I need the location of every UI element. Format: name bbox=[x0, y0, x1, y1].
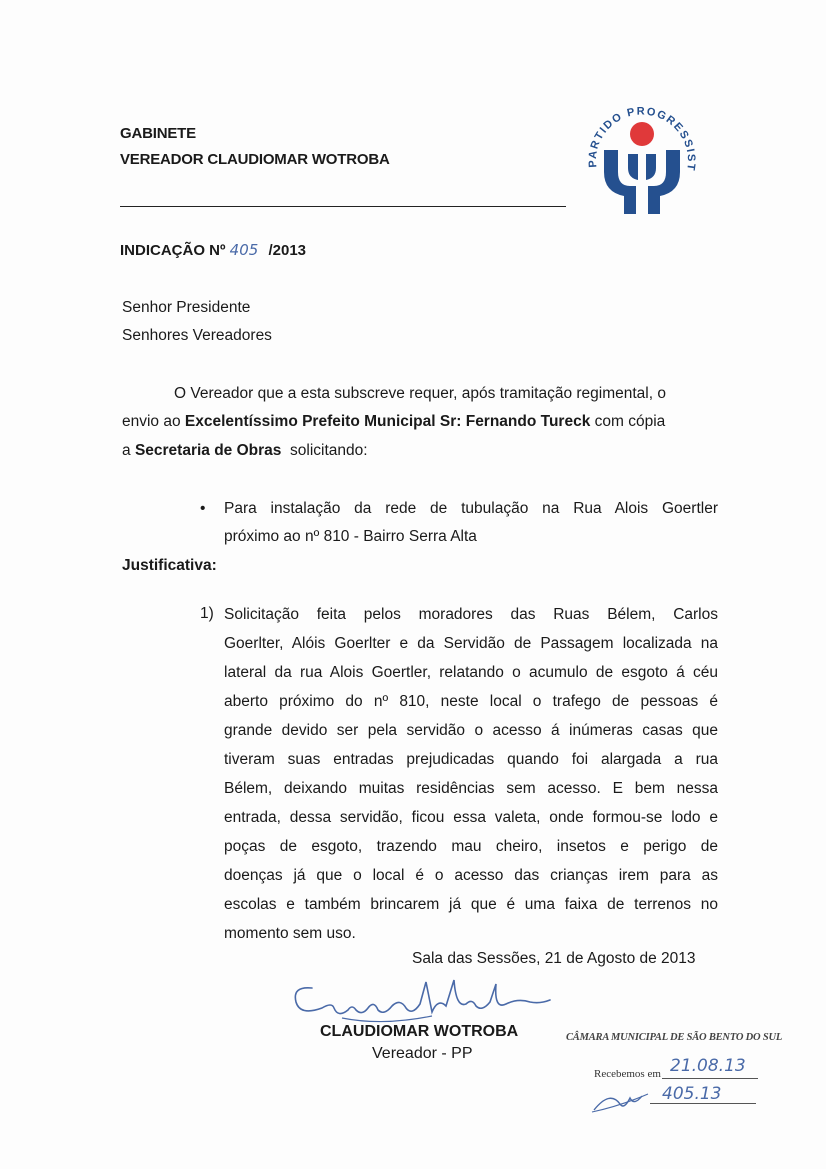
header-gabinete: GABINETE bbox=[120, 125, 196, 142]
signature-name: CLAUDIOMAR WOTROBA bbox=[320, 1023, 519, 1040]
justificativa-line: aberto próximo do nº 810, neste local o trafego de pessoas é bbox=[224, 693, 718, 710]
stamp-date-line bbox=[662, 1078, 758, 1079]
partido-progressista-logo bbox=[578, 92, 706, 220]
logo-text: PARTIDO PROGRESSIST bbox=[586, 105, 698, 172]
place-date: Sala das Sessões, 21 de Agosto de 2013 bbox=[412, 950, 696, 967]
bullet-line-2: próximo ao nº 810 - Bairro Serra Alta bbox=[224, 528, 477, 545]
body-line-1: O Vereador que a esta subscreve requer, após tramitação regimental, o bbox=[174, 385, 666, 402]
justificativa-line: Goerlter, Alóis Goerlter e da Servidão de Passagem localizada na bbox=[224, 635, 718, 652]
justificativa-text bbox=[224, 600, 718, 948]
stamp-initials bbox=[590, 1086, 650, 1116]
indicacao-number: 405 bbox=[229, 241, 259, 259]
justificativa-line: entrada, dessa servidão, ficou essa valeta, onde formou-se lodo e bbox=[224, 809, 718, 826]
justificativa-line: Bélem, deixando muitas residências sem acesso. E bem nessa bbox=[224, 780, 718, 797]
justificativa-line: escolas e também brincarem já que é uma faixa de terrenos no bbox=[224, 896, 718, 913]
stamp-title: CÂMARA MUNICIPAL DE SÃO BENTO DO SUL bbox=[566, 1032, 783, 1043]
body-line-2-bold: Excelentíssimo Prefeito Municipal Sr: Fernando Tureck bbox=[184, 413, 591, 430]
header-rule bbox=[120, 206, 566, 207]
justificativa-line: Solicitação feita pelos moradores das Ruas Bélem, Carlos bbox=[224, 606, 718, 623]
justificativa-line: doenças já que o local é o acesso das crianças irem para as bbox=[224, 867, 718, 884]
indicacao-year: /2013 bbox=[268, 242, 307, 259]
body-line-2-start: envio ao bbox=[122, 413, 185, 430]
stamp-received-label: Recebemos em bbox=[594, 1068, 661, 1080]
body-line-3-bold: Secretaria de Obras bbox=[134, 442, 282, 459]
salutation-presidente: Senhor Presidente bbox=[122, 299, 251, 316]
logo-red-dot bbox=[630, 122, 654, 146]
justificativa-line: grande devido ser pela servidão o acesso á inúmeras casas que bbox=[224, 722, 718, 739]
stamp-received-date: 21.08.13 bbox=[670, 1056, 746, 1076]
justificativa-marker: 1) bbox=[200, 605, 214, 622]
justificativa-line: poças de esgoto, trazendo mau cheiro, insetos e perigo de bbox=[224, 838, 718, 855]
bullet-dot: • bbox=[200, 500, 206, 517]
signature-role: Vereador - PP bbox=[372, 1045, 473, 1062]
bullet-line-1: Para instalação da rede de tubulação na Rua Alois Goertler bbox=[224, 500, 718, 517]
body-line-3 bbox=[122, 437, 368, 465]
indicacao-prefix: INDICAÇÃO Nº bbox=[120, 242, 226, 259]
justificativa-heading: Justificativa: bbox=[122, 557, 217, 574]
body-line-2 bbox=[122, 408, 722, 436]
body-line-2-end: com cópia bbox=[590, 413, 666, 430]
salutation-vereadores: Senhores Vereadores bbox=[122, 327, 272, 344]
body-line-3-end: solicitando: bbox=[281, 442, 368, 459]
stamp-protocol: 405.13 bbox=[662, 1084, 722, 1104]
justificativa-line: lateral da rua Alois Goertler, relatando o acumulo de esgoto á céu bbox=[224, 664, 718, 681]
header-vereador: VEREADOR CLAUDIOMAR WOTROBA bbox=[120, 151, 390, 168]
justificativa-line: momento sem uso. bbox=[224, 925, 356, 942]
body-line-3-start: a bbox=[122, 442, 135, 459]
justificativa-line: tiveram suas entradas prejudicadas quando foi alargada a rua bbox=[224, 751, 718, 768]
indicacao-title bbox=[120, 241, 306, 259]
